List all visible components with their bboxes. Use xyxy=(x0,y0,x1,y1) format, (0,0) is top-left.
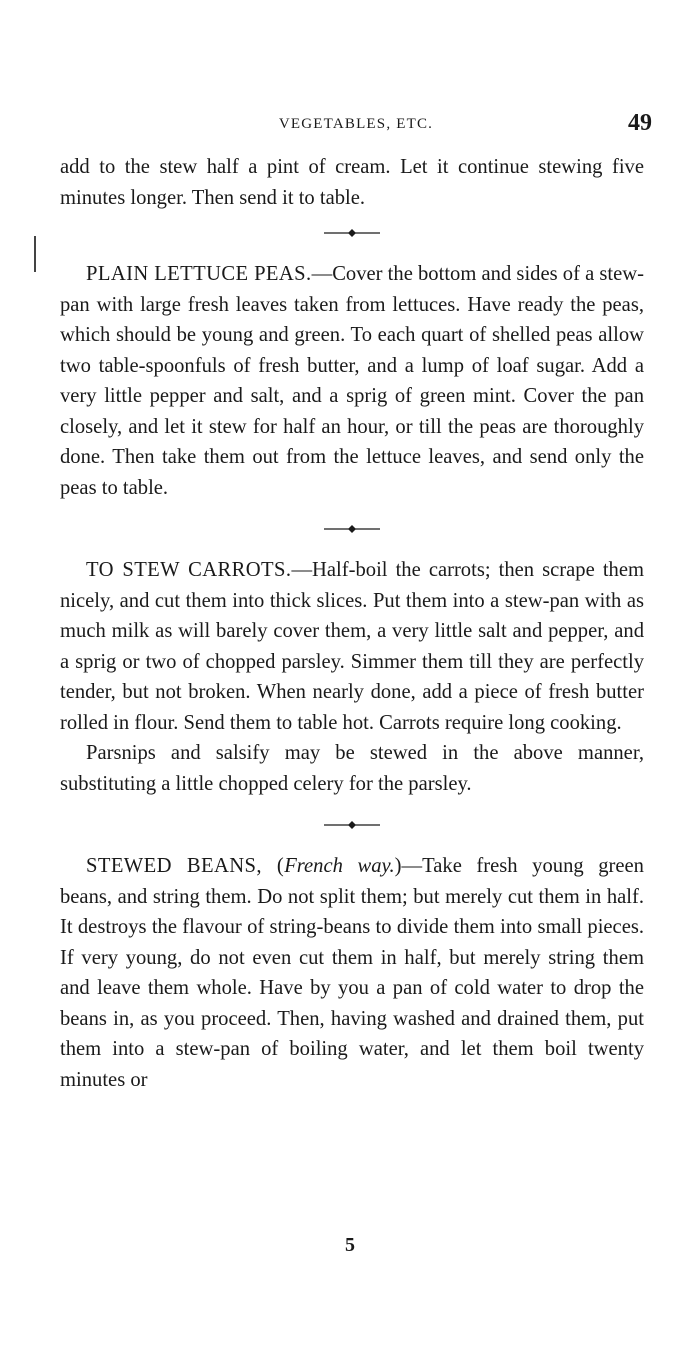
recipe-heading-close: ) xyxy=(394,855,402,877)
section-ornament xyxy=(60,223,644,243)
recipe-heading-italic: French way. xyxy=(284,855,395,877)
recipe-body: —Take fresh young green beans, and string them. Do not split them; but merely cut them in half. It destroys the flavour of string-beans to divide them into small pieces. If very young, do not even cut them in half, but merely string them and leave them whole. Have by you a pan of cold water to drop the beans in, as you proceed. Then, having washed and drained them, put them into a stew-pan of boiling water, and let them boil twenty minutes or xyxy=(60,855,644,1091)
signature-mark: 5 xyxy=(345,1234,355,1256)
recipe-heading: STEWED BEANS, ( xyxy=(86,855,285,877)
recipe-stewed-beans xyxy=(60,851,644,1095)
running-head: VEGETABLES, ETC. xyxy=(278,116,434,132)
section-ornament xyxy=(60,815,644,835)
section-ornament xyxy=(60,519,644,539)
recipe-stew-carrots xyxy=(60,555,644,738)
recipe-heading: TO STEW CARROTS. xyxy=(86,559,292,581)
recipe-heading: PLAIN LETTUCE PEAS. xyxy=(86,263,312,285)
recipe-body: —Cover the bottom and sides of a stew-pan with large fresh leaves taken from lettuces. Have ready the peas, which should be young and green. To each quart of shelled peas allow two table-spoonfuls of fresh butter, and a lump of loaf sugar. Add a very little pepper and salt, and a sprig of green mint. Cover the pan closely, and let it stew for half an hour, or till the peas are thoroughly done. Then take them out from the lettuce leaves, and send only the peas to table. xyxy=(60,263,645,499)
continued-paragraph: add to the stew half a pint of cream. Let it continue stewing five minutes longer. Then send it to table. xyxy=(60,156,644,209)
recipe-body: —Half-boil the carrots; then scrape them nicely, and cut them into thick slices. Put them into a stew-pan with as much milk as will barely cover them, a very little salt and pepper, and a sprig or two of chopped parsley. Simmer them till they are perfectly tender, but not broken. When nearly done, add a piece of fresh butter rolled in flour. Send them to table hot. Carrots require long cooking. xyxy=(60,559,644,734)
page-header xyxy=(60,110,652,140)
body-text xyxy=(60,152,644,1095)
recipe-lettuce-peas xyxy=(60,259,644,503)
page-number: 49 xyxy=(628,110,652,136)
margin-mark xyxy=(34,236,36,272)
recipe-note-parsnips: Parsnips and salsify may be stewed in the above manner, substituting a little chopped celery for the parsley. xyxy=(60,742,644,795)
